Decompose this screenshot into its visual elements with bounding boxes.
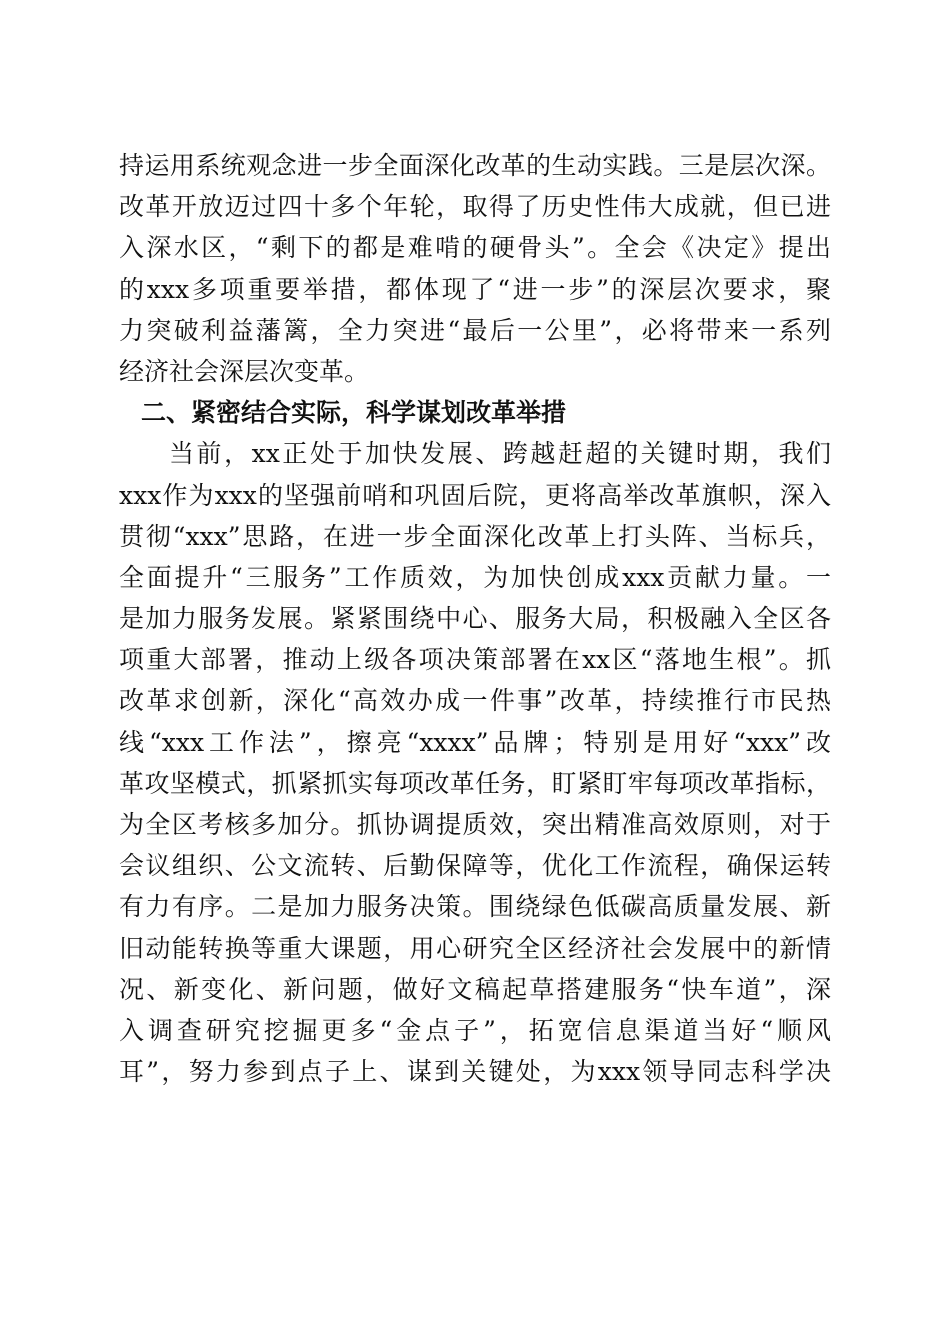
text-line: 会议组织、公文流转、后勤保障等，优化工作流程，确保运转 xyxy=(119,851,831,881)
text-line: 旧动能转换等重大课题，用心研究全区经济社会发展中的新情 xyxy=(119,933,831,963)
text-line: 况、新变化、新问题，做好文稿起草搭建服务“快车道”，深 xyxy=(119,974,831,1004)
text-line: 入深水区，“剩下的都是难啃的硬骨头”。全会《决定》提出 xyxy=(119,233,831,263)
text-line: 持运用系统观念进一步全面深化改革的生动实践。三是层次深。 xyxy=(119,151,831,180)
text-line: 为全区考核多加分。抓协调提质效，突出精准高效原则，对于 xyxy=(119,810,831,839)
text-line: 入调查研究挖掘更多“金点子”，拓宽信息渠道当好“顺风 xyxy=(119,1015,831,1045)
text-line: xxx作为xxx的坚强前哨和巩固后院，更将高举改革旗帜，深入 xyxy=(119,480,831,510)
text-line: 力突破利益藩篱，全力突进“最后一公里”，必将带来一系列 xyxy=(119,315,831,345)
text-line: 是加力服务发展。紧紧围绕中心、服务大局，积极融入全区各 xyxy=(119,604,831,634)
text-line: 改革求创新，深化“高效办成一件事”改革，持续推行市民热 xyxy=(119,686,831,716)
text-line: 有力有序。二是加力服务决策。围绕绿色低碳高质量发展、新 xyxy=(119,892,831,922)
body-text xyxy=(119,145,831,1092)
text-line: 当前，xx正处于加快发展、跨越赶超的关键时期，我们 xyxy=(169,439,831,469)
text-line: 经济社会深层次变革。 xyxy=(119,356,370,386)
text-line: 全面提升“三服务”工作质效，为加快创成xxx贡献力量。一 xyxy=(119,562,831,592)
text-line: 改革开放迈过四十多个年轮，取得了历史性伟大成就，但已进 xyxy=(119,192,831,222)
text-line: 线“xxx工作法”，擦亮“xxxx”品牌；特别是用好“xxx”改 xyxy=(119,727,831,757)
section-heading: 二、紧密结合实际，科学谋划改革举措 xyxy=(141,398,567,428)
text-line: 耳”，努力参到点子上、谋到关键处，为xxx领导同志科学决 xyxy=(119,1057,831,1087)
text-line: 革攻坚模式，抓紧抓实每项改革任务，盯紧盯牢每项改革指标， xyxy=(119,768,831,798)
text-line: 贯彻“xxx”思路，在进一步全面深化改革上打头阵、当标兵， xyxy=(119,521,831,551)
text-line: 的xxx多项重要举措，都体现了“进一步”的深层次要求，聚 xyxy=(119,274,831,304)
text-line: 项重大部署，推动上级各项决策部署在xx区“落地生根”。抓 xyxy=(119,645,831,675)
